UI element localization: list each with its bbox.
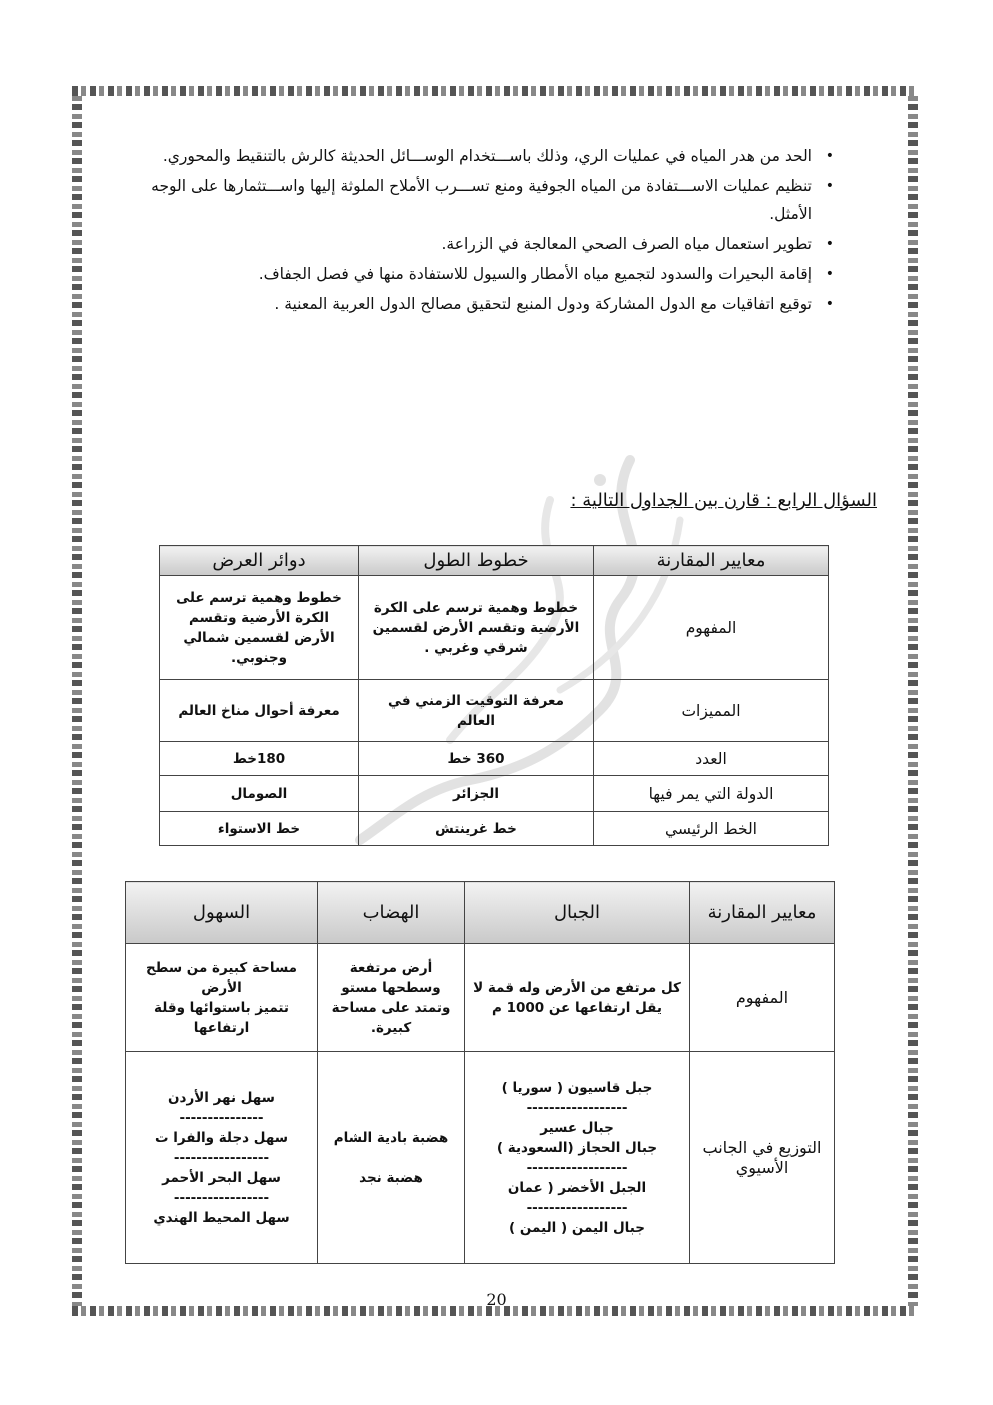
bullet-item (112, 172, 834, 228)
table-cell: خطوط وهمية ترسم على الكرة الأرضية وتقسم الأرض لقسمين شمالي وجنوبي. (160, 576, 359, 680)
question-heading: السؤال الرابع : قارن بين الجداول التالية : (570, 490, 877, 511)
table-cell: خطوط وهمية ترسم على الكرة الأرضية وتقسم الأرض لقسمين شرقي وغربي . (359, 576, 594, 680)
table-cell: سهل نهر الأردن --------------- سهل دجلة والفرا ت ----------------- سهل البحر الأحمر ----------------- سهل المحيط الهندي (126, 1052, 318, 1264)
table-cell: المميزات (594, 680, 829, 742)
table-row (160, 812, 829, 846)
table-cell: الخط الرئيسي (594, 812, 829, 846)
bullet-item (112, 142, 834, 170)
table-header-cell: الجبال (465, 882, 690, 944)
bullet-item (112, 290, 834, 318)
table-header-cell: خطوط الطول (359, 546, 594, 576)
table-cell: معرفة أحوال مناخ العالم (160, 680, 359, 742)
table-header-cell: السهول (126, 882, 318, 944)
table-cell: المفهوم (690, 944, 835, 1052)
table-header-cell: معايير المقارنة (594, 546, 829, 576)
table-cell: الدولة التي يمر فيها (594, 776, 829, 812)
bullet-text: إقامة البحيرات والسدود لتجميع مياه الأمطار والسيول للاستفادة منها في فصل الجفاف. (258, 265, 812, 283)
table-header-cell: الهضاب (318, 882, 465, 944)
table-header-row (160, 546, 829, 576)
bullet-list (112, 142, 834, 320)
page-number: 20 (486, 1290, 507, 1309)
bullet-symbol: • (825, 296, 834, 312)
bullet-symbol: • (825, 236, 834, 252)
bullet-item (112, 230, 834, 258)
table-header-row (126, 882, 835, 944)
latitude-longitude-table (159, 545, 829, 846)
table-cell: 180خط (160, 742, 359, 776)
table-row (126, 1052, 835, 1264)
table-cell: العدد (594, 742, 829, 776)
bullet-symbol: • (825, 266, 834, 282)
bullet-symbol: • (825, 148, 834, 164)
bullet-text: تنظيم عمليات الاســـتفادة من المياه الجوفية ومنع تســـرب الأملاح الملوثة إليها واســـتثمارها على الوجه الأمثل. (151, 177, 812, 223)
table-cell: الصومال (160, 776, 359, 812)
table-cell: 360 خط (359, 742, 594, 776)
table-header-cell: دوائر العرض (160, 546, 359, 576)
bullet-text: تطوير استعمال مياه الصرف الصحي المعالجة في الزراعة. (441, 235, 812, 253)
bullet-text: الحد من هدر المياه في عمليات الري، وذلك باســـتخدام الوســـائل الحديثة كالرش بالتنقيط والمحوري. (162, 147, 812, 165)
table-cell: هضبة بادية الشام هضبة نجد (318, 1052, 465, 1264)
bullet-text: توقيع اتفاقيات مع الدول المشاركة ودول المنبع لتحقيق مصالح الدول العربية المعنية . (274, 295, 812, 313)
table-row (160, 776, 829, 812)
landforms-table (125, 881, 835, 1264)
bullet-symbol: • (825, 178, 834, 194)
table-row (160, 742, 829, 776)
table-cell: الجزائر (359, 776, 594, 812)
table-cell: كل مرتفع من الأرض وله قمة لا يقل ارتفاعها عن 1000 م (465, 944, 690, 1052)
table-row (126, 944, 835, 1052)
table-header-cell: معايير المقارنة (690, 882, 835, 944)
table-row (160, 680, 829, 742)
table-cell: المفهوم (594, 576, 829, 680)
bullet-item (112, 260, 834, 288)
table-cell: مساحة كبيرة من سطح الأرض تتميز باستوائها وقلة ارتفاعها (126, 944, 318, 1052)
table-row (160, 576, 829, 680)
table-cell: خط غرينتش (359, 812, 594, 846)
table-cell: التوزيع في الجانب الأسيوي (690, 1052, 835, 1264)
table-cell: جبل قاسيون ( سوريا ) ------------------ جبال عسير جبال الحجاز (السعودية ) ------------------ الجبل الأخضر ( عمان ------------------ جبال اليمن ( اليمن ) (465, 1052, 690, 1264)
table-cell: معرفة التوقيت الزمني في العالم (359, 680, 594, 742)
table-cell: خط الاستواء (160, 812, 359, 846)
table-cell: أرض مرتفعة وسطحها مستو وتمتد على مساحة كبيرة. (318, 944, 465, 1052)
